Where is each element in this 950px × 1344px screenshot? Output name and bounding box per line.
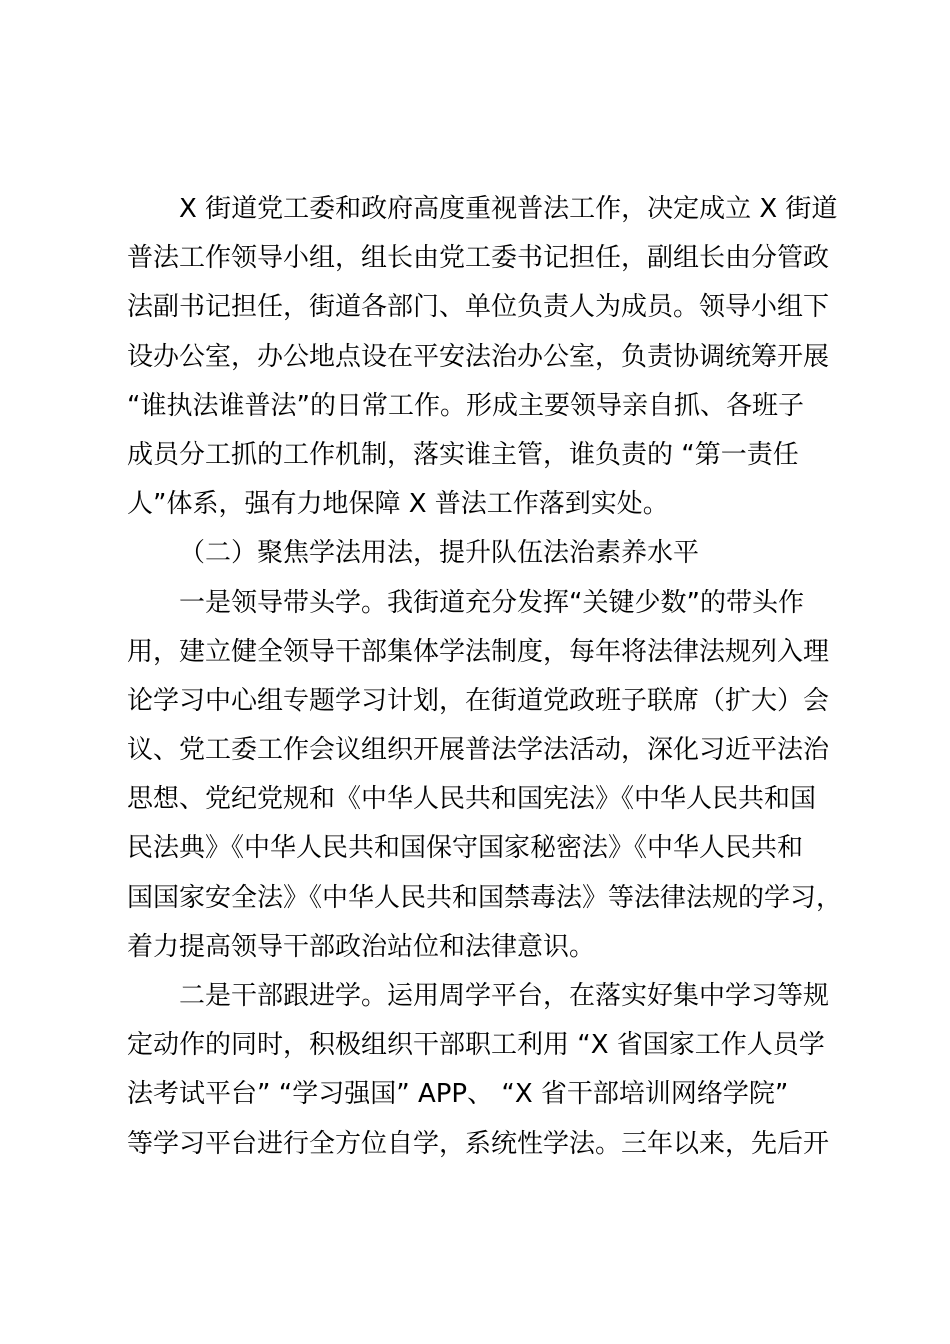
paragraph-line: 等学习平台进行全方位自学，系统性学法。三年以来，先后开 — [127, 1128, 830, 1159]
paragraph-line: 成员分工抓的工作机制，落实谁主管，谁负责的 “第一责任 — [127, 439, 799, 470]
section-heading: （二）聚焦学法用法，提升队伍法治素养水平 — [179, 538, 700, 569]
paragraph-line: 定动作的同时，积极组织干部职工利用 “X 省国家工作人员学 — [127, 1030, 825, 1061]
paragraph-line: 用，建立健全领导干部集体学法制度，每年将法律法规列入理 — [127, 636, 830, 667]
paragraph-line: “谁执法谁普法”的日常工作。形成主要领导亲自抓、各班子 — [127, 390, 804, 421]
paragraph-line: 论学习中心组专题学习计划，在街道党政班子联席（扩大）会 — [127, 685, 830, 716]
paragraph-line: 思想、党纪党规和《中华人民共和国宪法》《中华人民共和国 — [127, 784, 817, 815]
paragraph-line: 设办公室，办公地点设在平安法治办公室，负责协调统筹开展 — [127, 341, 830, 372]
document-body — [127, 185, 857, 1169]
paragraph-line: 议、党工委工作会议组织开展普法学法活动，深化习近平法治 — [127, 735, 830, 766]
paragraph-line: 人”体系，强有力地保障 X 普法工作落到实处。 — [127, 489, 669, 520]
paragraph-line: 法副书记担任，街道各部门、单位负责人为成员。领导小组下 — [127, 292, 830, 323]
paragraph-line: 国国家安全法》《中华人民共和国禁毒法》等法律法规的学习， — [127, 882, 843, 913]
paragraph-line: 普法工作领导小组，组长由党工委书记担任，副组长由分管政 — [127, 243, 830, 274]
paragraph-line: 法考试平台” “学习强国” APP、 “X 省干部培训网络学院” — [127, 1079, 789, 1110]
paragraph-line: 一是领导带头学。我街道充分发挥“关键少数”的带头作 — [179, 587, 804, 618]
paragraph-line: 民法典》《中华人民共和国保守国家秘密法》《中华人民共和 — [127, 833, 804, 864]
paragraph-line: 二是干部跟进学。运用周学平台，在落实好集中学习等规 — [179, 981, 830, 1011]
paragraph-line: X 街道党工委和政府高度重视普法工作，决定成立 X 街道 — [179, 194, 838, 224]
paragraph-line: 着力提高领导干部政治站位和法律意识。 — [127, 931, 596, 962]
